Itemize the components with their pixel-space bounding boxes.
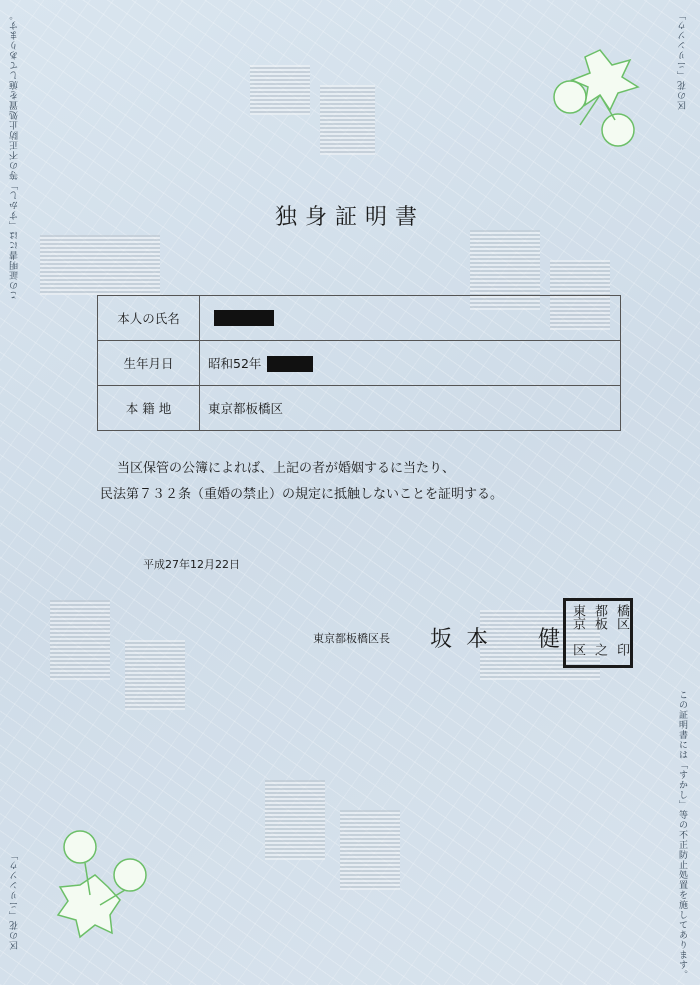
- value-domicile: 東京都板橋区: [200, 386, 621, 431]
- margin-text-top-left: この証明書には「すかし」等の不正防止処置を施してあります。: [10, 10, 20, 300]
- flower-icon: [40, 825, 160, 945]
- body-line-1: 当区保管の公簿によれば、上記の者が婚姻するに当たり、: [117, 461, 456, 476]
- body-line-2: 民法第７３２条（重婚の禁止）の規定に抵触しないことを証明する。: [100, 487, 504, 502]
- redaction-bar: [214, 310, 274, 326]
- official-seal: 東京 都板 橋区 区 之 印: [563, 598, 633, 668]
- value-birthdate: 昭和52年: [200, 341, 621, 386]
- watermark: [40, 590, 190, 710]
- value-name: [200, 296, 621, 341]
- watermark: [255, 770, 405, 890]
- table-row: [98, 386, 621, 431]
- mayor-title: 東京都板橋区長: [313, 632, 390, 645]
- table-row: [98, 341, 621, 386]
- info-table: [97, 295, 621, 431]
- watermark: [240, 55, 390, 175]
- redaction-bar: [267, 356, 313, 372]
- issue-date: 平成27年12月22日: [143, 558, 240, 571]
- margin-text-bottom-right: この証明書には「すかし」等の不正防止処置を施してあります。: [677, 690, 687, 980]
- table-row: [98, 296, 621, 341]
- margin-text-top-right: 区の花「ニリンソウ」: [678, 10, 688, 110]
- flower-icon: [540, 35, 660, 155]
- margin-text-bottom-left: 区の花「ニリンソウ」: [10, 850, 20, 950]
- label-domicile: 本 籍 地: [98, 386, 200, 431]
- document-title: 独身証明書: [274, 205, 425, 230]
- label-name: 本人の氏名: [98, 296, 200, 341]
- label-birthdate: 生年月日: [98, 341, 200, 386]
- mayor-name: 坂本 健: [430, 627, 575, 652]
